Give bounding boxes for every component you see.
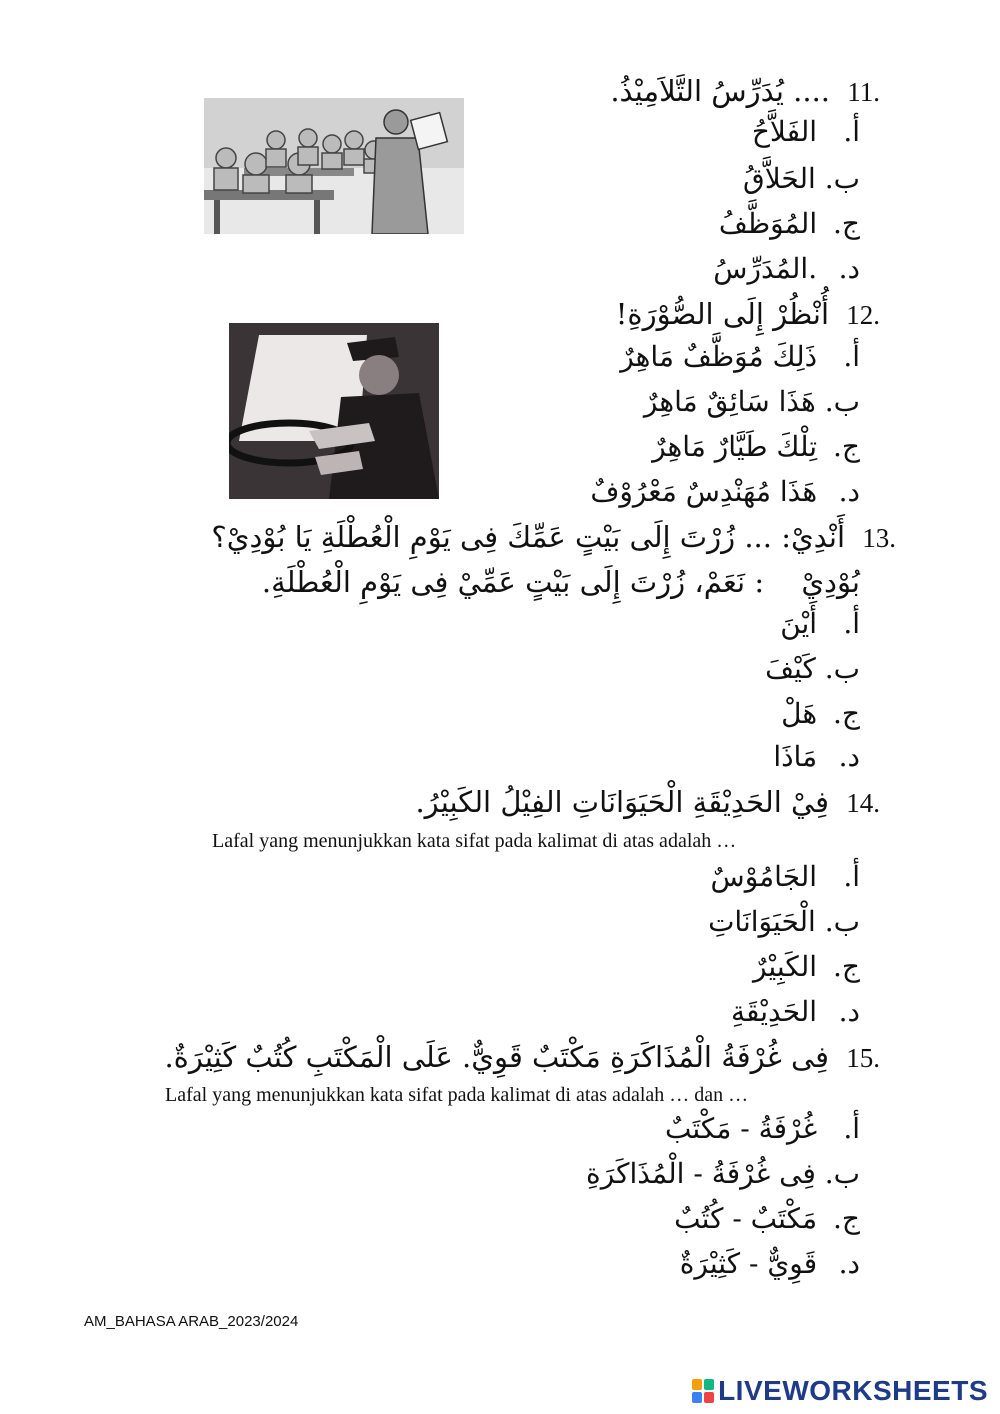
question-instruction: Lafal yang menunjukkan kata sifat pada kalimat di atas adalah … [212, 830, 737, 852]
option-text: .المُدَرِّسُ [713, 252, 818, 285]
option-a[interactable] [752, 115, 860, 149]
option-text: كَيْفَ [765, 652, 816, 685]
answer-text: : نَعَمْ، زُرْتَ إِلَى بَيْتٍ عَمِّيْ فِى يَوْمِ الْعُطْلَةِ. [261, 565, 765, 599]
option-key: د. [838, 475, 860, 508]
liveworksheets-logo-icon [692, 1379, 714, 1403]
option-key: د. [838, 740, 860, 773]
question-number: 12. [846, 300, 880, 330]
classroom-illustration [204, 98, 464, 234]
question-13 [211, 520, 896, 555]
brand-name: LIVEWORKSHEETS [718, 1375, 988, 1406]
option-d[interactable] [731, 995, 860, 1029]
option-d[interactable] [680, 1247, 860, 1281]
liveworksheets-brand[interactable] [692, 1375, 988, 1407]
option-text: الكَبِيْرٌ [752, 950, 818, 983]
option-key: أ. [843, 607, 860, 640]
option-text: ذَلِكَ مُوَظَّفٌ مَاهِرٌ [620, 340, 818, 373]
question-number: 15. [846, 1043, 880, 1073]
option-key: أ. [843, 1112, 860, 1145]
option-key: ب. [824, 905, 860, 938]
question-text: فِى غُرْفَةُ الْمُذَاكَرَةِ مَكْتَبٌ قَوِيٌّ. عَلَى الْمَكْتَبِ كُتُبٌ كَثِيْرَةٌ. [164, 1040, 830, 1074]
option-d[interactable] [713, 252, 860, 286]
option-c[interactable] [674, 1202, 860, 1236]
answer-speaker: بُوْدِيْ [801, 565, 860, 599]
question-12 [616, 297, 880, 332]
option-text: أَيْنَ [780, 607, 818, 640]
option-key: أ. [843, 340, 860, 373]
question-number: 14. [846, 788, 880, 818]
option-a[interactable] [780, 607, 860, 641]
question-15 [164, 1040, 880, 1075]
option-key: ب. [824, 652, 860, 685]
question-text: فِيْ الحَدِيْقَةِ الْحَيَوَانَاتِ الفِيْلُ الكَبِيْرُ. [415, 785, 830, 819]
question-14 [415, 785, 880, 820]
option-text: قَوِيٌّ - كَثِيْرَةٌ [679, 1247, 818, 1280]
option-key: د. [838, 1247, 860, 1280]
option-c[interactable] [753, 950, 860, 984]
question-text: أُنْظُرْ إِلَى الصُّوْرَةِ! [615, 297, 830, 331]
option-key: ب. [824, 385, 860, 418]
driver-photo [229, 323, 439, 499]
option-text: مَاذَا [773, 740, 818, 773]
question-text: أَنْدِيْ: ... زُرْتَ إِلَى بَيْتٍ عَمِّكَ فِى يَوْمِ الْعُطْلَةِ يَا بُوْدِيْ؟ [211, 520, 846, 554]
option-text: غُرْفَةُ - مَكْتَبٌ [664, 1112, 818, 1145]
option-key: أ. [843, 860, 860, 893]
option-key: د. [838, 252, 860, 285]
option-d[interactable] [590, 475, 860, 509]
option-c[interactable] [719, 207, 860, 241]
question-number: 13. [862, 523, 896, 553]
option-b[interactable] [644, 385, 860, 419]
option-key: ج. [833, 950, 860, 983]
question-13-answer [262, 565, 860, 600]
option-text: الْحَيَوَانَاتِ [708, 905, 816, 938]
option-b[interactable] [708, 905, 860, 939]
option-key: ب. [824, 162, 860, 195]
question-instruction: Lafal yang menunjukkan kata sifat pada kalimat di atas adalah … dan … [165, 1084, 749, 1106]
option-text: الجَامُوْسٌ [710, 860, 818, 893]
option-d[interactable] [773, 740, 860, 774]
option-key: ج. [833, 430, 860, 463]
option-text: الحَدِيْقَةِ [731, 995, 818, 1028]
option-b[interactable] [765, 652, 860, 686]
option-a[interactable] [711, 860, 860, 894]
option-b[interactable] [743, 162, 860, 196]
option-text: فِى غُرْفَةُ - الْمُذَاكَرَةِ [586, 1157, 816, 1190]
option-text: تِلْكَ طَيَّارٌ مَاهِرٌ [652, 430, 818, 463]
option-text: المُوَظَّفُ [718, 207, 818, 240]
option-c[interactable] [652, 430, 860, 464]
option-a[interactable] [665, 1112, 860, 1146]
page-footer: AM_BAHASA ARAB_2023/2024 [84, 1313, 299, 1330]
option-key: ج. [833, 697, 860, 730]
question-number: 11. [847, 77, 880, 107]
option-text: مَكْتَبٌ - كُتُبٌ [674, 1202, 818, 1235]
question-11 [610, 74, 880, 109]
option-key: ب. [824, 1157, 860, 1190]
option-text: هَذَا سَائِقٌ مَاهِرٌ [643, 385, 816, 418]
option-key: ج. [833, 207, 860, 240]
option-key: د. [838, 995, 860, 1028]
option-key: ج. [833, 1202, 860, 1235]
option-text: الفَلاَّحُ [751, 115, 818, 148]
option-c[interactable] [781, 697, 860, 731]
question-text: .... يُدَرِّسُ التَّلاَمِيْذُ. [610, 74, 831, 108]
option-b[interactable] [586, 1157, 860, 1191]
option-a[interactable] [620, 340, 860, 374]
option-key: أ. [843, 115, 860, 148]
option-text: هَذَا مُهَنْدِسٌ مَعْرُوْفٌ [590, 475, 818, 508]
option-text: الحَلاَّقُ [743, 162, 816, 195]
option-text: هَلْ [781, 697, 818, 730]
